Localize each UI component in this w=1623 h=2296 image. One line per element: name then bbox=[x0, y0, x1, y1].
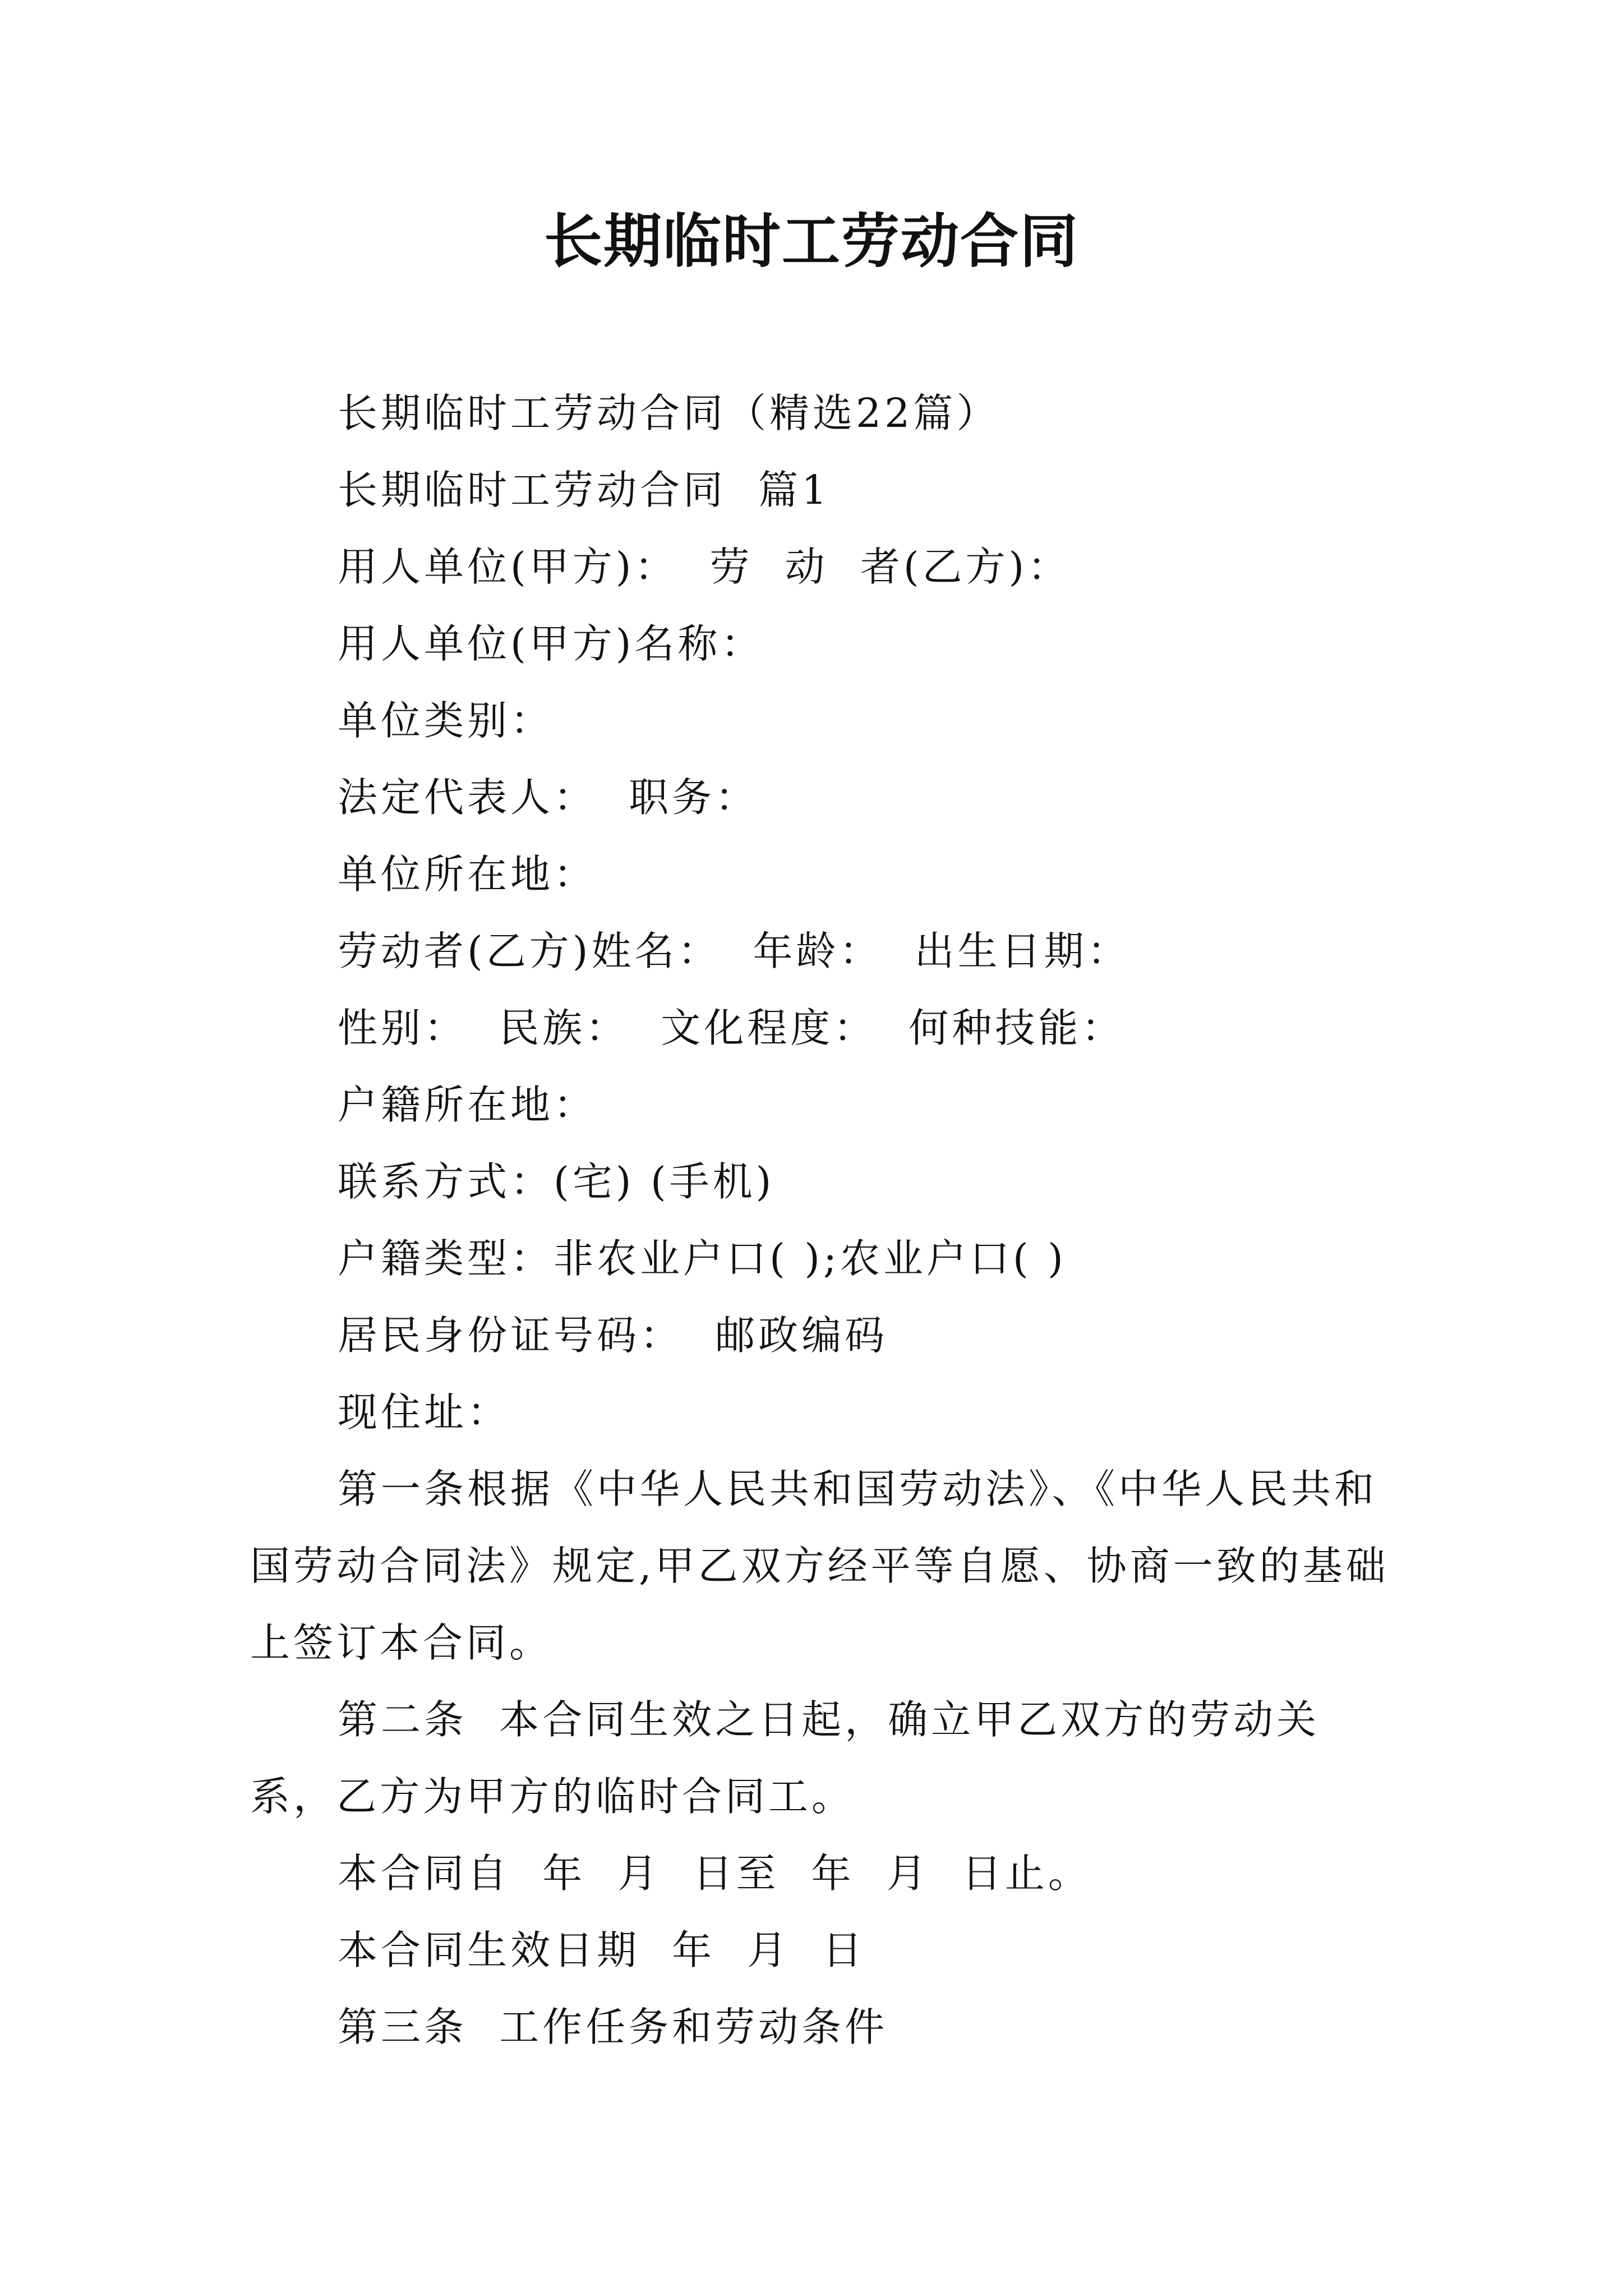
field-worker-info: 劳动者(乙方)姓名： 年龄： 出生日期： bbox=[338, 928, 1131, 974]
article-1: 第一条根据《中华人民共和国劳动法》、《中华人民共和国劳动合同法》规定,甲乙双方经平等自愿、协商一致的基础上签订本合同。 bbox=[250, 1466, 1389, 1666]
subtitle: 长期临时工劳动合同（精选22篇） bbox=[338, 390, 1000, 436]
field-unit-type: 单位类别： bbox=[338, 697, 554, 744]
field-household-location: 户籍所在地： bbox=[338, 1082, 597, 1128]
contract-term: 本合同自 年 月 日至 年 月 日止。 bbox=[338, 1850, 1091, 1897]
field-employer-name: 用人单位(甲方)名称： bbox=[338, 620, 764, 667]
field-unit-location: 单位所在地： bbox=[338, 851, 597, 898]
field-contact: 联系方式：(宅) (手机) bbox=[338, 1158, 775, 1205]
field-household-type: 户籍类型：非农业户口( );农业户口( ) bbox=[338, 1235, 1067, 1282]
document-title: 长期临时工劳动合同 bbox=[543, 207, 1079, 275]
field-personal-info: 性别： 民族： 文化程度： 何种技能： bbox=[338, 1005, 1125, 1051]
article-2: 第二条 本合同生效之日起，确立甲乙双方的劳动关系，乙方为甲方的临时合同工。 bbox=[250, 1696, 1320, 1820]
field-legal-rep: 法定代表人： 职务： bbox=[338, 774, 759, 821]
field-id-number: 居民身份证号码： 邮政编码 bbox=[338, 1312, 888, 1359]
section-heading: 长期临时工劳动合同 篇1 bbox=[338, 467, 831, 513]
field-address: 现住址： bbox=[338, 1389, 511, 1435]
effective-date: 本合同生效日期 年 月 日 bbox=[338, 1927, 866, 1973]
document-body bbox=[250, 375, 1394, 2065]
field-employer-party: 用人单位(甲方)： 劳 动 者(乙方)： bbox=[338, 544, 1071, 590]
article-3-heading: 第三条 工作任务和劳动条件 bbox=[338, 2004, 888, 2050]
